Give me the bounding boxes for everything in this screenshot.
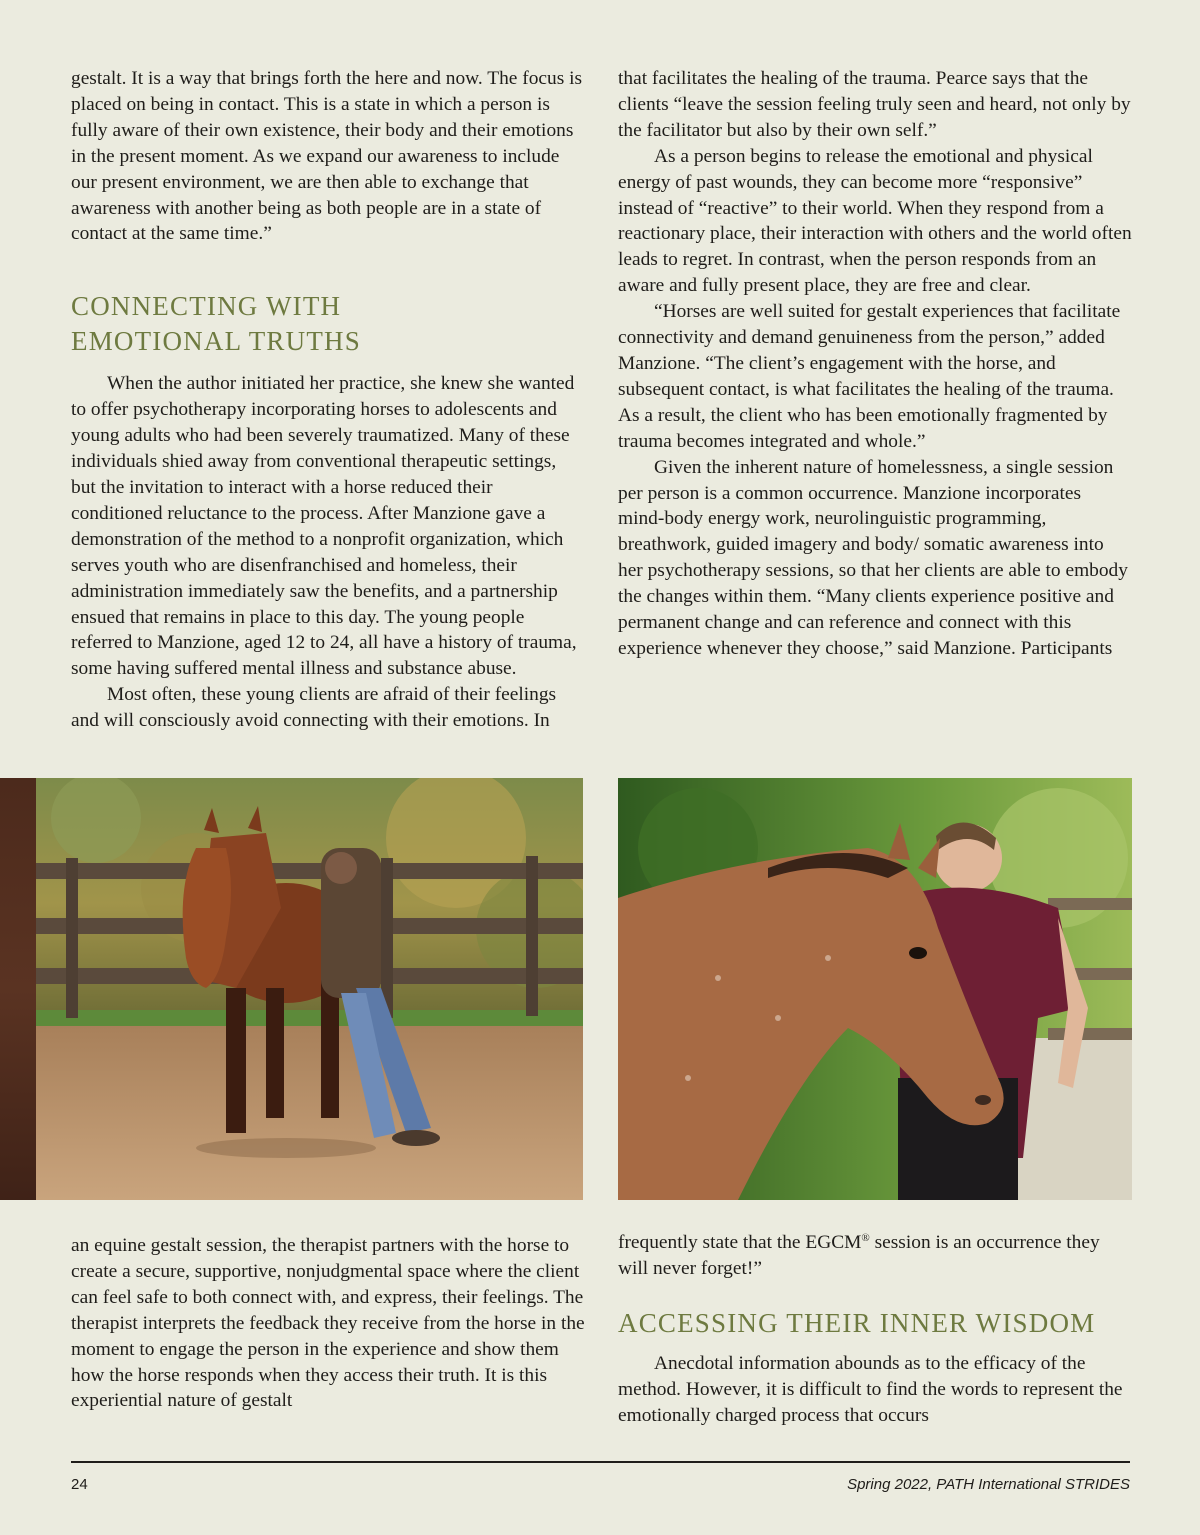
running-footer: Spring 2022, PATH International STRIDES (847, 1476, 1130, 1493)
body-paragraph: Given the inherent nature of homelessness, a single session per person is a common occurrence. Manzione incorporates mind-body energy work, neurolinguistic programming, breathwork, guided imagery and body/ somatic awareness into her psychotherapy sessions, so that her clients are able to embody the changes within them. “Many clients experience positive and permanent change and can reference and connect with this experience whenever they choose,” said Manzione. Participants (618, 456, 1128, 659)
right-column-bottom (618, 1230, 1132, 1429)
body-paragraph: As a person begins to release the emotional and physical energy of past wounds, they can become more “responsive” instead of “reactive” to their world. When they respond from a reactionary place, their interaction with others and the world often leads to regret. In contrast, when the person responds from an aware and fully present place, they are free and clear. (618, 145, 1132, 297)
left-column-top (71, 66, 585, 734)
left-column-bottom (71, 1233, 585, 1414)
section-heading-accessing: ACCESSING THEIR INNER WISDOM (618, 1307, 1096, 1338)
page-number: 24 (71, 1476, 88, 1493)
body-paragraph: Anecdotal information abounds as to the efficacy of the method. However, it is difficult to find the words to represent the emotionally charged process that occurs (618, 1352, 1123, 1426)
section-heading-connecting (71, 289, 585, 359)
body-paragraph: gestalt. It is a way that brings forth the here and now. The focus is placed on being in contact. This is a state in which a person is fully aware of their own existence, their body and their emotions in the present moment. As we expand our awareness to include our present environment, we are then able to exchange that awareness with another being as both people are in a state of contact at the same time.” (71, 68, 583, 245)
heading-line: EMOTIONAL TRUTHS (71, 326, 361, 357)
text-run: session is an occurrence they will never forget!” (618, 1232, 1100, 1279)
heading-line: CONNECTING WITH (71, 291, 342, 322)
decorative-side-strip (0, 778, 36, 1200)
body-paragraph: an equine gestalt session, the therapist partners with the horse to create a secure, supportive, nonjudgmental space where the client can feel safe to both connect with, and express, their feelings. The therapist interprets the feedback they receive from the horse in the moment to engage the person in the experience and show them how the horse responds when they access their truth. It is this experiential nature of gestalt (71, 1235, 585, 1412)
right-column-top (618, 66, 1132, 662)
body-paragraph (618, 1230, 1132, 1282)
footer-rule (71, 1461, 1130, 1463)
body-paragraph: that facilitates the healing of the trauma. Pearce says that the clients “leave the session feeling truly seen and heard, not only by the facilitator but also by their own self.” (618, 68, 1131, 141)
body-paragraph: “Horses are well suited for gestalt experiences that facilitate connectivity and demand genuineness from the person,” added Manzione. “The client’s engagement with the horse, and subsequent contact, is what facilitates the healing of the trauma. As a result, the client who has been emotionally fragmented by trauma becomes integrated and whole.” (618, 301, 1121, 452)
photo-horse-woman (618, 778, 1132, 1200)
registered-mark: ® (861, 1232, 870, 1244)
body-paragraph: When the author initiated her practice, she knew she wanted to offer psychotherapy incorporating horses to adolescents and young adults who had been severely traumatized. Many of these individuals shied away from conventional therapeutic settings, but the invitation to interact with a horse reduced their conditioned reluctance to the process. After Manzione gave a demonstration of the method to a nonprofit organization, which serves youth who are disenfranchised and homeless, their administration immediately saw the benefits, and a partnership ensued that remains in place to this day. The young people referred to Manzione, aged 12 to 24, all have a history of trauma, some having suffered mental illness and substance abuse. (71, 373, 577, 680)
text-run: frequently state that the EGCM (618, 1232, 862, 1253)
photo-horse-hug (36, 778, 583, 1200)
horse-woman-illustration (618, 778, 1132, 1200)
body-paragraph: Most often, these young clients are afraid of their feelings and will consciously avoid connecting with their emotions. In (71, 684, 557, 732)
horse-hug-illustration (36, 778, 583, 1200)
